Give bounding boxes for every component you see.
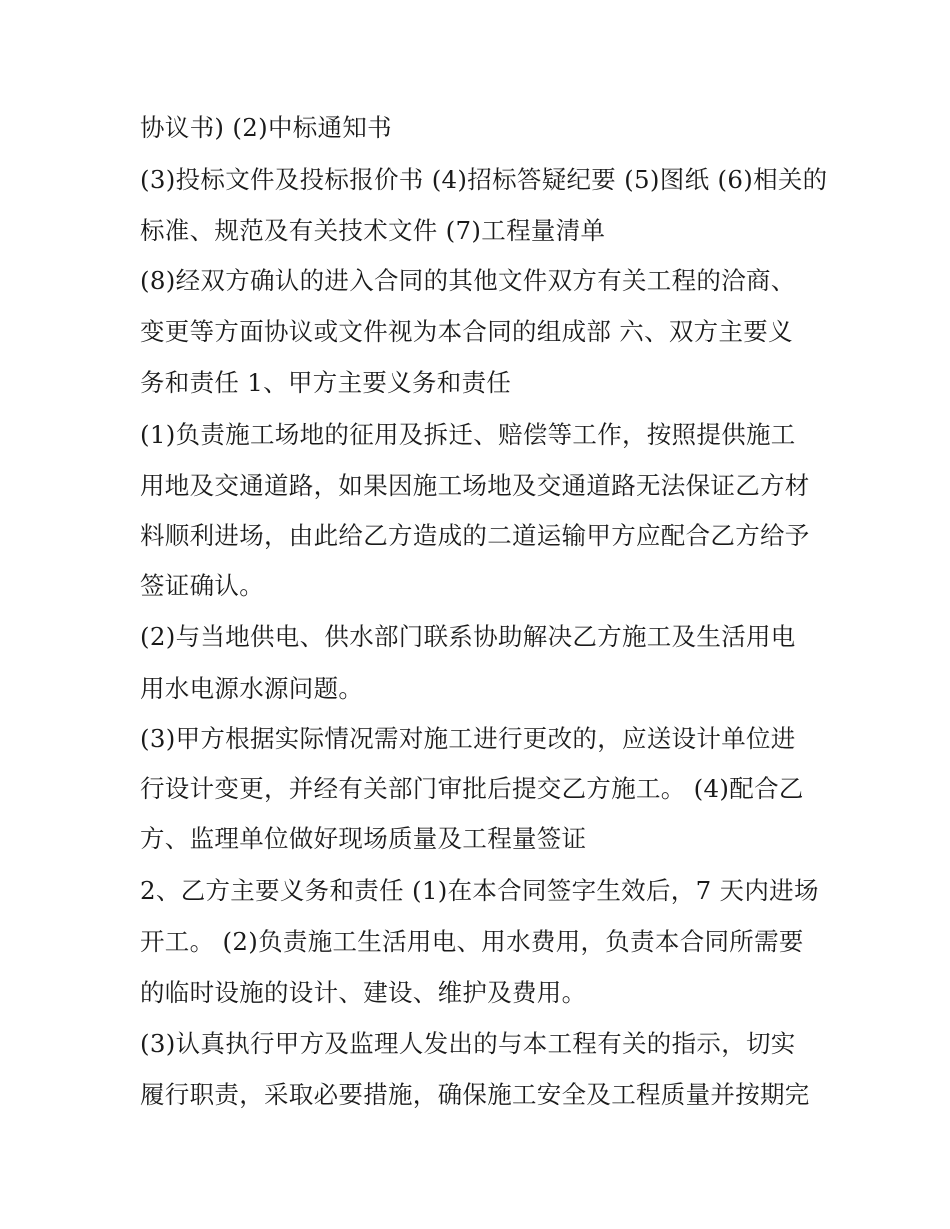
text-line: 行设计变更，并经有关部门审批后提交乙方施工。 (4)配合乙 bbox=[140, 774, 804, 803]
text-line: 2、乙方主要义务和责任 (1)在本合同签字生效后，7 天内进场 bbox=[140, 876, 819, 905]
text-line: (3)投标文件及投标报价书 (4)招标答疑纪要 (5)图纸 (6)相关的 bbox=[140, 165, 828, 194]
text-line: 用地及交通道路，如果因施工场地及交通道路无法保证乙方材 bbox=[140, 471, 810, 500]
text-line: 开工。 (2)负责施工生活用电、用水费用，负责本合同所需要 bbox=[140, 927, 804, 956]
text-line: (3)认真执行甲方及监理人发出的与本工程有关的指示，切实 bbox=[140, 1029, 796, 1058]
text-line: (2)与当地供电、供水部门联系协助解决乙方施工及生活用电 bbox=[140, 622, 796, 651]
text-line: (3)甲方根据实际情况需对施工进行更改的，应送设计单位进 bbox=[140, 724, 796, 753]
text-line: 变更等方面协议或文件视为本合同的组成部 六、双方主要义 bbox=[140, 317, 793, 346]
text-line: 务和责任 1、甲方主要义务和责任 bbox=[140, 368, 512, 397]
text-line: 料顺利进场，由此给乙方造成的二道运输甲方应配合乙方给予 bbox=[140, 521, 810, 550]
text-line: 用水电源水源问题。 bbox=[140, 674, 364, 703]
text-line: 方、监理单位做好现场质量及工程量签证 bbox=[140, 824, 587, 853]
text-line: 履行职责，采取必要措施，确保施工安全及工程质量并按期完 bbox=[140, 1080, 810, 1109]
text-line: 签证确认。 bbox=[140, 571, 264, 600]
text-line: 的临时设施的设计、建设、维护及费用。 bbox=[140, 978, 587, 1007]
text-line: 协议书) (2)中标通知书 bbox=[140, 113, 392, 142]
text-line: 标准、规范及有关技术文件 (7)工程量清单 bbox=[140, 216, 606, 245]
text-line: (1)负责施工场地的征用及拆迁、赔偿等工作，按照提供施工 bbox=[140, 420, 796, 449]
text-line: (8)经双方确认的进入合同的其他文件双方有关工程的洽商、 bbox=[140, 266, 796, 295]
